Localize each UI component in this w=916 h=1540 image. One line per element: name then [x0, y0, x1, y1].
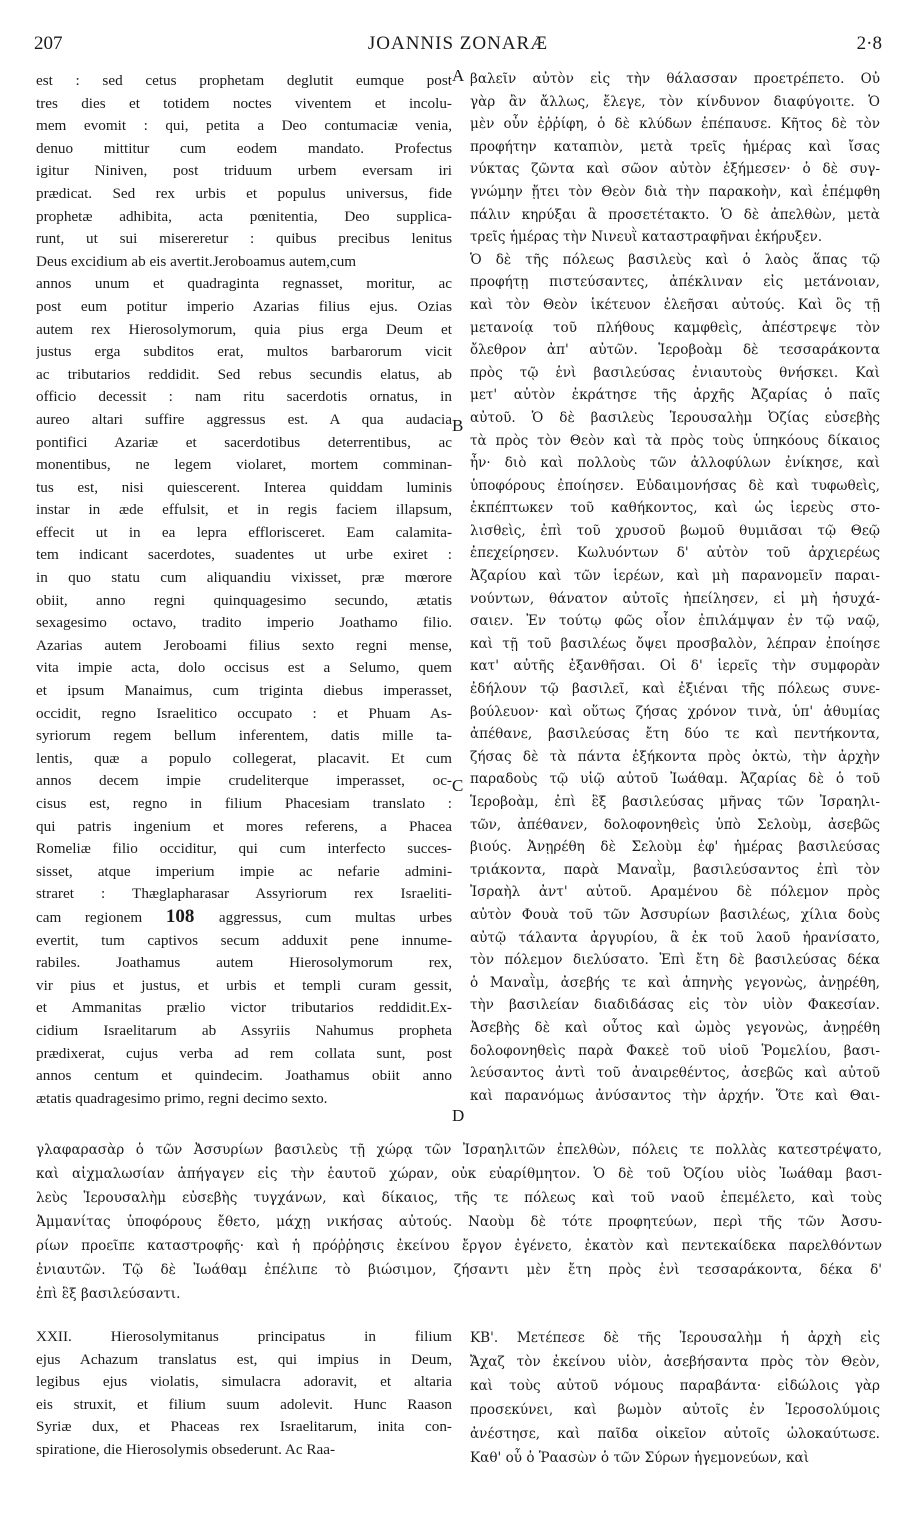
text-line: tem indicant sacerdotes, suadentes ut urbe exiret :	[36, 546, 452, 564]
text-line: Ἀζαρίου καὶ τῶν ἱερέων, καὶ μὴ παρανομεῖν παραι-	[470, 568, 880, 585]
text-line: μετ' αὐτὸν ἐκράτησε τῆς ἀρχῆς Ἀζαρίας ὁ παῖς	[470, 387, 880, 404]
text-line: cisus est, regno in filium Phacesiam translato :	[36, 795, 452, 812]
text-line: tus est, nisi quiescerent. Interea quiddam luminis	[36, 478, 452, 496]
text-line: κατ' αὐτῆς ἐξανθῆσαι. Οἱ δ' ἱερεῖς τὴν συμφορὰν	[470, 658, 880, 675]
text-line: ac tributarios reddidit. Sed rebus secundis elatus, ab	[36, 365, 452, 383]
text-line: Ἄχαζ τὸν ἐκείνου υἱὸν, ἀσεβήσαντα πρὸς τὸν Θεὸν,	[470, 1354, 880, 1370]
running-title: JOANNIS ZONARÆ	[367, 33, 549, 54]
text-line: ejus Achazum translatus est, qui impius in Deum,	[36, 1350, 452, 1368]
text-line: Ἀσεβὴς δὲ καὶ οὗτος καὶ ὠμὸς γεγονὼς, ἀνῃρέθη	[470, 1019, 880, 1036]
text-line: annos unum et quadraginta regnasset, moritur, ac	[36, 275, 452, 293]
text-line: ὑποφόρους ἐποίησεν. Εὐδαιμονήσας δὲ καὶ τυφωθεὶς,	[470, 477, 880, 494]
text-line: occidit, regno Israelitico occupato : et Phuam As-	[36, 704, 452, 722]
text-line: τὸν πόλεμον διελύσατο. Ἐπὶ ἔτη δὲ βασιλεύσας δέκα	[470, 952, 880, 969]
text-line: autem rex Hierosolymorum, quia pius erga Deum et	[36, 320, 452, 338]
text-line: in quo statu cum aliquandiu vixisset, præ mœrore	[36, 569, 452, 587]
text-line: ρίων προεῖπε καταστροφῆς· καὶ ἡ πρόῤῥησις ἐκείνου ἔργον ἐγένετο, ἑκατὸν καὶ πεντεκαίδεκα παρελθόντων	[36, 1238, 882, 1254]
text-line: παραδοὺς τῷ υἱῷ αὐτοῦ Ἰωάθαμ. Ἀζαρίας δὲ ὁ τοῦ	[470, 771, 880, 788]
text-line: post eum potitur imperio Azarias filius ejus. Ozias	[36, 297, 452, 315]
text-line: προφήτῃ πιστεύσαντες, ἀπέκλιναν εἰς μετάνοιαν,	[470, 274, 880, 291]
page-number-left: 207	[34, 33, 63, 54]
text-line: evertit, tum captivos secum adduxit pene innume-	[36, 931, 452, 949]
text-line: βιούς. Ἀνῃρέθη δὲ Σελοὺμ ἐφ' ἡμέρας βασιλεύσας	[470, 839, 880, 856]
text-line: βούλευον· καὶ οὕτως ζήσας χρόνον τινὰ, ὑπ' ἀθυμίας	[470, 703, 880, 720]
text-line: Deus excidium ab eis avertit.Jeroboamus autem,cum	[36, 252, 357, 270]
text-line: ætatis quadragesimo primo, regni decimo sexto.	[36, 1089, 328, 1107]
text-line: aureo altari suffire aggressus est. A qua audacia	[36, 410, 452, 428]
text-line: et Ammanitas prælio victor tributarios reddidit.Ex-	[36, 999, 452, 1017]
text-line: spiratione, die Hierosolymis obsederunt. Ac Raa-	[36, 1440, 336, 1458]
text-line: ὄλεθρον ἀπ' αὐτῶν. Ἱεροβοὰμ δὲ τεσσαράκοντα	[470, 342, 880, 359]
text-line: denuo mittitur cum eodem mandato. Profectus	[36, 139, 452, 157]
margin-marker-b: B	[452, 416, 464, 435]
text-line: XXII. Hierosolymitanus principatus in filium	[36, 1328, 452, 1345]
greek-column-bottom	[470, 1326, 880, 1470]
text-line: μετανοίᾳ τοῦ πλήθους καμφθεὶς, ἀπέστρεψε τὸν	[470, 319, 880, 336]
text-line: λισθεὶς, ἐπὶ τοῦ χρυσοῦ βωμοῦ θυμιᾶσαι τῷ Θεῷ	[470, 522, 880, 539]
text-line: ἀπέθανε, βασιλεύσας ἔτη δύο τε καὶ πεντήκοντα,	[470, 726, 880, 743]
text-line: ἐπεχείρησεν. Κωλυόντων δ' αὐτὸν τοῦ ἀρχιερέως	[470, 545, 880, 562]
text-line: τρεῖς ἡμέρας τὴν Νινευῒ καταστραφῆναι ἐκήρυξεν.	[470, 229, 823, 246]
text-line: τὰ πρὸς τὸν Θεὸν καὶ τὰ πρὸς τοὺς ὑπηκόους δίκαιος	[470, 432, 880, 449]
text-line: ὁ Μαναῒμ, ἀσεβής τε καὶ ἀπηνὴς γεγονὼς, ἀνῃρέθη,	[470, 974, 880, 991]
text-line: ἐκπέπτωκεν τοῦ καθήκοντος, καὶ ὡς ἱερεὺς στο-	[470, 500, 880, 517]
text-line: σαιεν. Ἐν τούτῳ φῶς οἷον ἐπιλάμψαν ἐν τῷ ναῷ,	[470, 613, 880, 630]
text-line: prædixerat, cujus verba ad rem collata sunt, post	[36, 1044, 452, 1062]
text-line: justus erga subditos erat, multos barbarorum vicit	[36, 343, 452, 361]
text-line: αὐτῷ τάλαντα ἀργυρίου, ἃ ἐκ τοῦ λαοῦ ἠρανίσατο,	[470, 929, 880, 946]
text-line: ἦν· διὸ καὶ πολλοὺς τῶν ἀλλοφύλων ἐνίκησε, καὶ	[470, 455, 880, 472]
margin-marker-d: D	[452, 1106, 465, 1125]
text-line: instar in æde effulsit, et in regis faciem illapsum,	[36, 501, 452, 519]
text-line: καὶ τὸν Θεὸν ἱκέτευον ἐλεῆσαι αὐτούς. Καὶ ὃς τῇ	[470, 296, 880, 313]
text-line: λεύσαντος ἀντὶ τοῦ ἀναιρεθέντος, ἀσεβῶς καὶ αὐτοῦ	[470, 1065, 880, 1082]
text-line: τὴν βασιλείαν διαδιδάσας εἰς τὸν υἱὸν Φακεσίαν.	[470, 997, 880, 1014]
greek-column-top	[470, 68, 880, 1107]
text-line: πρὸς τῷ ἑνὶ βασιλεύσας ἐνιαυτοὺς θνήσκει. Καὶ	[470, 364, 880, 381]
text-line: legibus ejus violatis, simulacra adoravit, et altaria	[36, 1373, 452, 1391]
text-line: monentibus, ne legem violaret, mortem comminan-	[36, 456, 452, 474]
text-line: καὶ αἰχμαλωσίαν ἀπήγαγεν εἰς τὴν ἑαυτοῦ χώραν, οὐκ εὐαρίθμητον. Ὁ δὲ τοῦ Ὀζίου υἱὸς Ἰωάθαμ βασι-	[36, 1166, 882, 1182]
text-line: πάλιν κηρύξαι ἃ προσετέτακτο. Ὁ δὲ ἀπελθὼν, μετὰ	[470, 206, 880, 223]
text-line: sexagesimo octavo, tradito imperio Joathamo filio.	[36, 614, 452, 632]
text-line: effecit ut in ea lepra efflorisceret. Eam calamita-	[36, 523, 452, 541]
text-line: lentis, quæ a populo collegerat, placavit. Et cum	[36, 749, 452, 767]
text-line: annos centum et quindecim. Joathamus obiit anno	[36, 1067, 452, 1085]
text-line: νύκτας ζῶντα καὶ σῶον αὐτὸν ἐξήμεσεν· ὁ δὲ συγ-	[470, 161, 880, 178]
text-line: καὶ παρανόμως ἀνύσαντος τὴν ἀρχήν. Ὅτε καὶ Θαι-	[470, 1087, 880, 1104]
text-line: καὶ τοὺς αὐτοῦ νόμους παραβάντα· εἰδώλοις γὰρ	[470, 1378, 880, 1394]
text-line: Ἀμμανίτας ὑποφόρους ἔθετο, μάχῃ νικήσας αὐτούς. Ναοὺμ δὲ τότε προφητεύων, περὶ τῆς τῶν Ἀσσυ-	[36, 1214, 882, 1230]
text-line: vita impie acta, dolo occisus est a Selumo, quem	[36, 659, 452, 677]
margin-marker-c: C	[452, 776, 464, 795]
text-line	[36, 906, 452, 930]
text-line: Ἰσραὴλ ἀντ' αὐτοῦ. Αραμένου δὲ πόλεμον πρὸς	[470, 884, 880, 901]
text-line: ΚΒ'. Μετέπεσε δὲ τῆς Ἱερουσαλὴμ ἡ ἀρχὴ εἰς	[470, 1330, 880, 1346]
text-line: αὐτοῦ. Ὁ δὲ βασιλεὺς Ἱερουσαλὴμ Ὀζίας εὐσεβὴς	[470, 409, 880, 426]
text-line: igitur Niniven, post triduum urbem eversam iri	[36, 162, 452, 180]
text-line: Romeliæ filio occiditur, qui cum interfecto succes-	[36, 840, 452, 858]
text-line: vir pius et justus, et urbis et templi curam gessit,	[36, 976, 452, 994]
margin-marker-a: A	[452, 66, 465, 85]
page-number-right: 2·8	[856, 33, 882, 54]
text-line: pontifici Azariæ et sacerdotibus deterrentibus, ac	[36, 433, 452, 451]
text-line: ἐπὶ ἓξ βασιλεύσαντι.	[36, 1286, 181, 1302]
text-line: runt, ut sui misereretur : quibus precibus lenitus	[36, 230, 452, 248]
text-line: mem evomit : qui, petita a Deo contumaciæ venia,	[36, 117, 452, 135]
text-line: γλαφαρασὰρ ὁ τῶν Ἀσσυρίων βασιλεὺς τῇ χώρᾳ τῶν Ἰσραηλιτῶν ἐπελθὼν, πόλεις τε πολλὰς κατεστρέψατο,	[36, 1142, 882, 1158]
text-line: obiit, anno regni quinquagesimo secundo, ætatis	[36, 591, 452, 609]
text-line-part: aggressus, cum multas urbes	[218, 908, 452, 926]
running-header	[34, 33, 882, 59]
text-line: λεὺς Ἱερουσαλὴμ εὐσεβὴς τυγχάνων, καὶ δίκαιος, τῆς τε πόλεως καὶ τοῦ ναοῦ ἐπεμέλετο, καὶ τοὺς	[36, 1190, 882, 1206]
text-line: τριάκοντα, παρὰ Μαναῒμ, βασιλεύσαντος ἐπὶ τὸν	[470, 861, 880, 878]
text-line: Syriæ dux, et Phaceas rex Israelitarum, inita con-	[36, 1418, 452, 1436]
text-line: αὐτὸν Φουὰ τοῦ τῶν Ἀσσυρίων βασιλέως, χίλια δοὺς	[470, 906, 880, 923]
latin-column-top	[36, 70, 452, 1110]
text-line: ἀνέστησε, καὶ παῖδα οἰκεῖον αὐτοῖς ὡλοκαύτωσε.	[470, 1426, 880, 1442]
text-line: rabiles. Joathamus autem Hierosolymorum rex,	[36, 954, 452, 972]
text-line: προσεκύνει, καὶ βωμὸν αὐτοῖς ἐν Ἱεροσολύμοις	[470, 1402, 880, 1418]
inline-page-marker: 108	[165, 905, 219, 927]
latin-column-bottom	[36, 1326, 452, 1462]
text-line: qui patris ingenium et mores referens, a Phacea	[36, 817, 452, 835]
text-line: straret : Thæglapharasar Assyriorum rex Israeliti-	[36, 885, 452, 903]
text-line: prophetæ adhibita, acta pœnitentia, Deo supplica-	[36, 207, 452, 225]
text-line: prædicat. Sed rex urbis et populus universus, fide	[36, 184, 452, 202]
text-line: Καθ' οὗ ὁ Ῥαασὼν ὁ τῶν Σύρων ἡγεμονεύων, καὶ	[470, 1450, 810, 1466]
text-line-part: cam regionem	[36, 908, 166, 926]
text-line: νούντων, θάνατον αὐτοῖς ἠπείλησεν, εἰ μὴ ἡσυχά-	[470, 590, 880, 607]
text-line: syriorum regem bellum inferentem, datis mille ta-	[36, 727, 452, 745]
text-line: Ὁ δὲ τῆς πόλεως βασιλεὺς καὶ ὁ λαὸς ἅπας τῷ	[470, 251, 880, 268]
text-line: est : sed cetus prophetam deglutit eumque post	[36, 72, 452, 89]
text-line: γὰρ ἂν ἄλλως, ἔλεγε, τὸν κίνδυνον διαφύγοιτε. Ὁ	[470, 93, 880, 110]
text-line: officio decessit : nam ritu sacerdotis ornatus, in	[36, 388, 452, 406]
greek-full-width-block	[36, 1138, 882, 1306]
text-line: καὶ τῇ τοῦ βασιλέως ὄψει προσβαλὸν, λέπραν ἐποίησε	[470, 635, 880, 652]
text-line: προφήτην καταπιὸν, μετὰ τρεῖς ἡμέρας καὶ ἴσας	[470, 138, 880, 155]
text-line: βαλεῖν αὐτὸν εἰς τὴν θάλασσαν προετρέπετο. Οὐ	[470, 71, 880, 87]
text-line: tres dies et totidem noctes viventem et incolu-	[36, 94, 452, 112]
text-line: ἐδήλουν τῷ βασιλεῖ, καὶ ἐξιέναι τῆς πόλεως συνε-	[470, 681, 880, 698]
text-line: τῶν, ἀπέθανεν, δολοφονηθεὶς ὑπὸ Σελοὺμ, ἀσεβῶς	[470, 816, 880, 833]
text-line: γνώμην ᾔτει τὸν Θεὸν διὰ τὴν παρακοὴν, καὶ ἐπέμφθη	[470, 183, 880, 200]
text-line: eis struxit, et filium suum adolevit. Hunc Raason	[36, 1395, 452, 1413]
text-line: sisset, atque imperium impie ac nefarie admini-	[36, 862, 452, 880]
text-line: Azarias autem Jeroboami filius sexto regni mense,	[36, 636, 452, 654]
text-line: annos decem impie crudeliterque imperasset, oc-	[36, 772, 452, 790]
text-line: ζήσας δὲ τὰ πάντα ἑξήκοντα πρὸς ὀκτὼ, τὴν ἀρχὴν	[470, 748, 880, 765]
text-line: Ἱεροβοὰμ, ἐπὶ ἓξ βασιλεύσας μῆνας τῶν Ἰσραηλι-	[470, 794, 880, 810]
text-line: μὲν οὖν ἐῤῥίφη, ὁ δὲ κλύδων ἐπέπαυσε. Κῆτος δὲ τὸν	[470, 116, 880, 133]
text-line: cidium Israelitarum ab Assyriis Nahumus propheta	[36, 1021, 452, 1039]
text-line: ἐνιαυτῶν. Τῷ δὲ Ἰωάθαμ ἐπέλιπε τὸ βιώσιμον, ζήσαντι μὲν ἔτη πρὸς ἑνὶ τεσσαράκοντα, δέκα δ'	[36, 1262, 882, 1278]
text-line: δολοφονηθεὶς παρὰ Φακεὲ τοῦ υἱοῦ Ῥομελίου, βασι-	[470, 1042, 880, 1059]
text-line: et ipsum Manaimus, cum triginta diebus imperasset,	[36, 682, 452, 700]
